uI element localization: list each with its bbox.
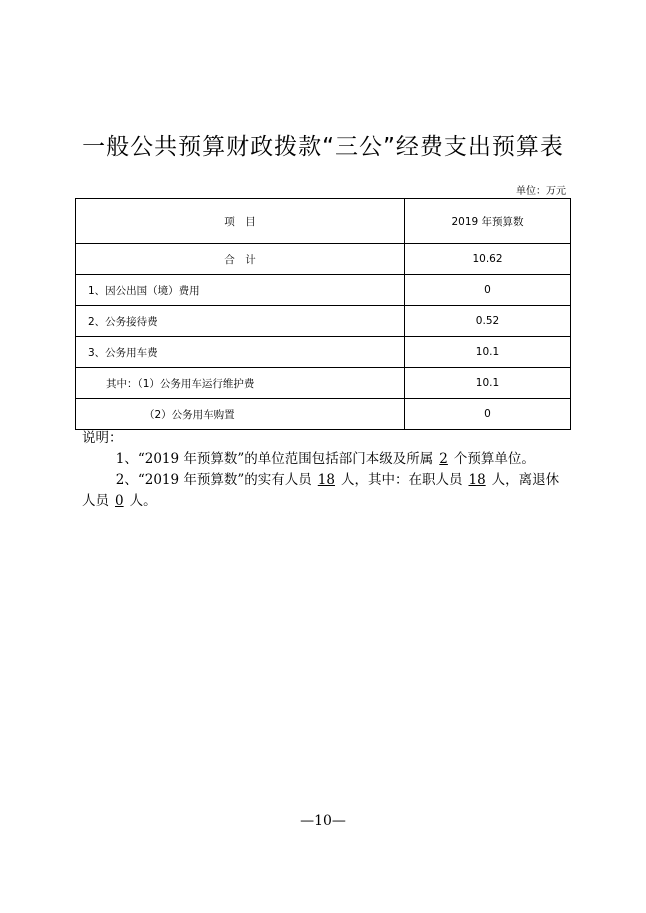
table-row [76, 399, 571, 430]
row-item: 2、公务接待费 [76, 306, 405, 337]
note-1-tail: 个预算单位。 [453, 451, 535, 467]
header-item: 项 目 [76, 199, 405, 244]
table-header-row [76, 199, 571, 244]
header-value: 2019 年预算数 [405, 199, 571, 244]
row-value: 0 [405, 275, 571, 306]
budget-table [75, 198, 571, 430]
row-item: 3、公务用车费 [76, 337, 405, 368]
note-2-mid1: 人，其中：在职人员 [340, 472, 463, 488]
row-item: （2）公务用车购置 [76, 399, 405, 430]
unit-label: 单位：万元 [516, 186, 566, 197]
table-row [76, 275, 571, 306]
notes-heading: 说明： [82, 430, 123, 446]
table-row [76, 337, 571, 368]
note-2-text: 2、“2019 年预算数”的实有人员 [115, 472, 312, 488]
row-item: 1、因公出国（境）费用 [76, 275, 405, 306]
note-2-mid2: 人，离退休人员 [82, 472, 560, 509]
note-2-tail: 人。 [129, 493, 157, 509]
actual-staff-count: 18 [317, 472, 335, 488]
active-staff-count: 18 [468, 472, 486, 488]
row-item: 合 计 [76, 244, 405, 275]
row-value: 10.62 [405, 244, 571, 275]
table-row [76, 368, 571, 399]
row-value: 10.1 [405, 368, 571, 399]
row-item: 其中：（1）公务用车运行维护费 [76, 368, 405, 399]
row-value: 10.1 [405, 337, 571, 368]
retired-staff-count: 0 [115, 493, 124, 509]
page-number: —10— [300, 813, 346, 829]
table-row [76, 306, 571, 337]
unit-count: 2 [439, 451, 448, 467]
note-1-text: 1、“2019 年预算数”的单位范围包括部门本级及所属 [115, 451, 434, 467]
page-title: 一般公共预算财政拨款“三公”经费支出预算表 [82, 134, 564, 160]
note-2 [82, 470, 566, 512]
table-row [76, 244, 571, 275]
notes-section [82, 428, 566, 512]
row-value: 0.52 [405, 306, 571, 337]
note-1 [82, 449, 566, 470]
row-value: 0 [405, 399, 571, 430]
